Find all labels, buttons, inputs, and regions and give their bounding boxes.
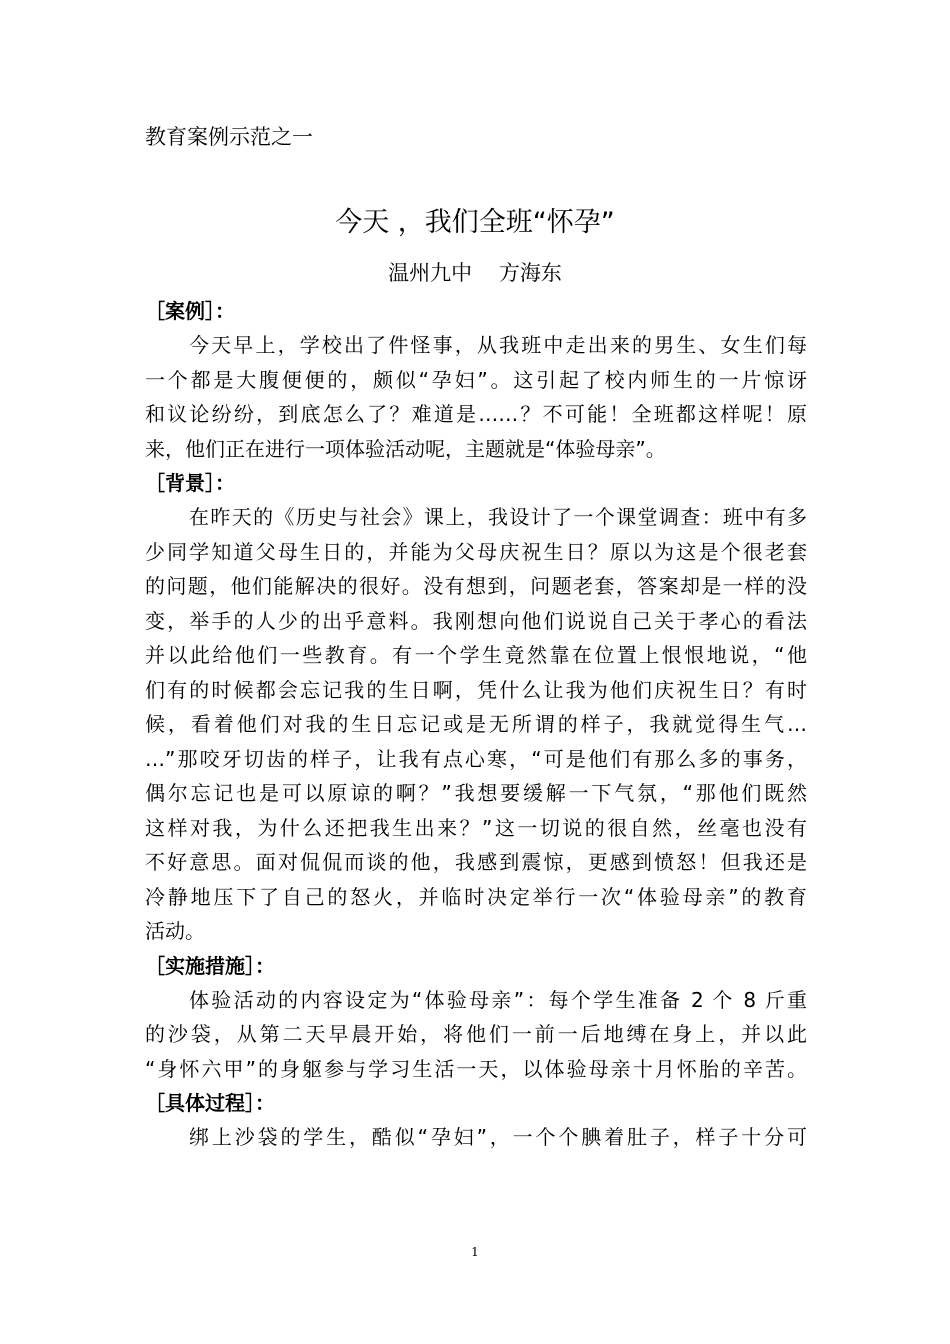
text-line: 冷静地压下了自己的怒火，并临时决定举行一次“体验母亲”的教育 xyxy=(145,884,807,909)
section-measures xyxy=(145,949,807,1087)
text-line: …”那咬牙切齿的样子，让我有点心寒，“可是他们有那么多的事务， xyxy=(145,746,807,771)
text-line: 在昨天的《历史与社会》课上，我设计了一个课堂调查：班中有多 xyxy=(189,505,807,529)
paragraph xyxy=(145,500,807,949)
text-line: 们有的时候都会忘记我的生日啊，凭什么让我为他们庆祝生日？有时 xyxy=(145,677,807,702)
document-body xyxy=(145,294,807,1155)
text-line: 的沙袋，从第二天早晨开始，将他们一前一后地缚在身上，并以此 xyxy=(145,1022,807,1046)
text-line: 绑上沙袋的学生，酷似“孕妇”，一个个腆着肚子，样子十分可 xyxy=(189,1125,807,1149)
section-process xyxy=(145,1086,807,1155)
paragraph xyxy=(145,983,807,1087)
text-line: 候，看着他们对我的生日忘记或是无所谓的样子，我就觉得生气… xyxy=(145,712,807,736)
paragraph xyxy=(145,328,807,466)
text-line: 活动。 xyxy=(145,919,205,943)
text-line: 变，举手的人少的出乎意料。我刚想向他们说说自己关于孝心的看法 xyxy=(145,608,807,633)
text-line: 不好意思。面对侃侃而谈的他，我感到震惊，更感到愤怒！但我还是 xyxy=(145,850,807,874)
section-heading: ［具体过程］： xyxy=(145,1091,275,1115)
text-line: 少同学知道父母生日的，并能为父母庆祝生日？原以为这是个很老套 xyxy=(145,539,807,564)
section-case xyxy=(145,294,807,466)
text-line: 这样对我，为什么还把我生出来？”这一切说的很自然，丝毫也没有 xyxy=(145,815,807,840)
text-line: 的问题，他们能解决的很好。没有想到，问题老套，答案却是一样的没 xyxy=(145,574,807,598)
text-line: “身怀六甲”的身躯参与学习生活一天，以体验母亲十月怀胎的辛苦。 xyxy=(145,1056,807,1081)
text-line: 体验活动的内容设定为“体验母亲”：每个学生准备 2 个 8 斤重 xyxy=(189,987,807,1012)
paragraph xyxy=(145,1120,807,1155)
text-line: 和议论纷纷，到底怎么了？难道是……？不可能！全班都这样呢！原 xyxy=(145,402,807,426)
author-byline: 温州九中 方海东 xyxy=(388,261,562,285)
page-number: 1 xyxy=(471,1245,479,1259)
document-title: 今天 ，我们全班“怀孕” xyxy=(335,207,615,238)
section-heading: ［实施措施］： xyxy=(145,953,275,978)
text-line: 并以此给他们一些教育。有一个学生竟然靠在位置上恨恨地说，“他 xyxy=(145,643,807,667)
text-line: 来，他们正在进行一项体验活动呢，主题就是“体验母亲”。 xyxy=(145,436,666,461)
text-line: 今天早上，学校出了件怪事，从我班中走出来的男生、女生们每 xyxy=(189,333,807,357)
text-line: 偶尔忘记也是可以原谅的啊？”我想要缓解一下气氛，“那他们既然 xyxy=(145,781,807,805)
series-label: 教育案例示范之一 xyxy=(145,125,313,149)
section-heading: ［背景］： xyxy=(145,471,235,495)
section-background xyxy=(145,466,807,949)
section-heading: ［案例］： xyxy=(145,299,235,323)
text-line: 一个都是大腹便便的，颇似“孕妇”。这引起了校内师生的一片惊讶 xyxy=(145,367,807,392)
